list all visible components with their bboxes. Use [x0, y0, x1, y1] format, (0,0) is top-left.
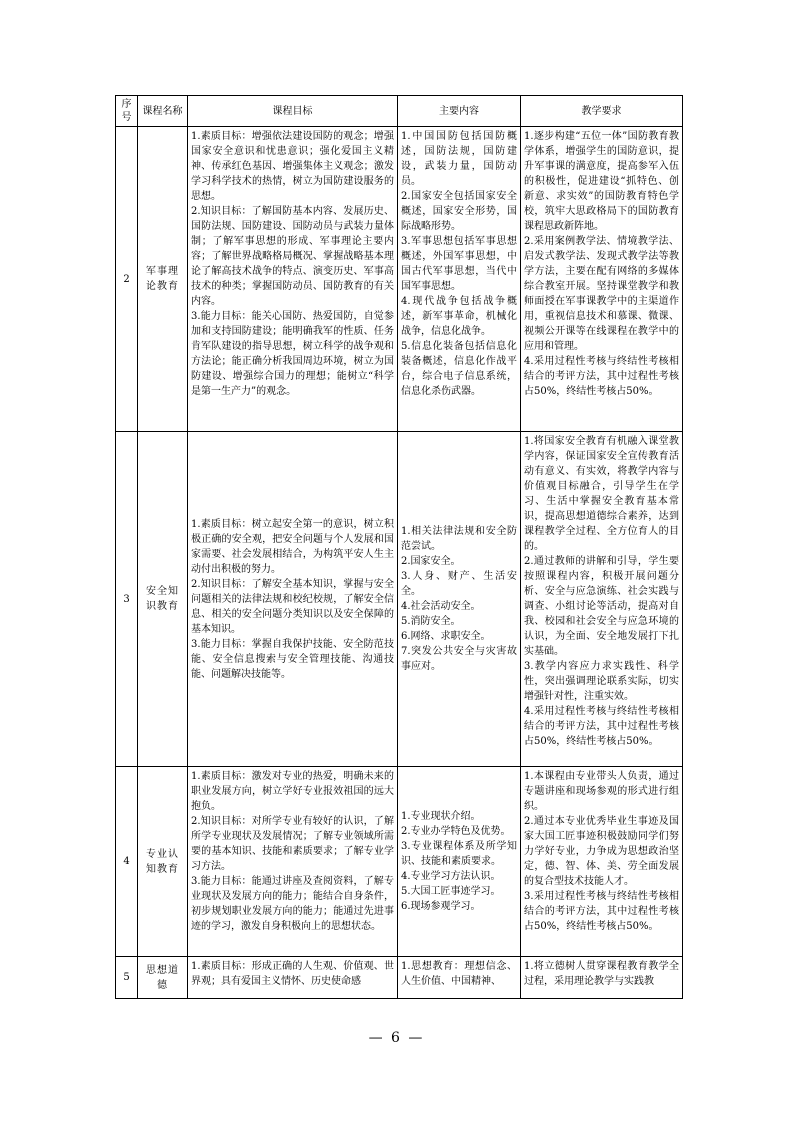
requirement-item: 1.逐步构建“五位一体”国防教育教学体系，增强学生的国防意识，提升军事课的满意度，提高参军入伍的积极性，促进建设“抓特色、创新意、求实效”的国防教育特色学校，筑牢大思政格局下的国防教育课程思政新阵地。 [524, 131, 679, 232]
content-item: 5.大国工匠事迹学习。 [401, 886, 501, 897]
row-goal-cell [188, 432, 398, 767]
goal-item: 1.素质目标：树立起安全第一的意识，树立积极正确的安全观，把安全问题与个人发展和国家需要、社会发展相结合，为构筑平安人生主动付出积极的努力。 [191, 518, 394, 575]
requirement-item: 3.教学内容应力求实践性、科学性，突出强调理论联系实际，切实增强针对性，注重实效。 [524, 661, 679, 702]
goal-item: 1.素质目标：形成正确的人生观、价值观、世界观；具有爱国主义情怀、历史使命感 [191, 961, 394, 987]
content-item: 4.专业学习方法认识。 [401, 871, 501, 882]
content-item: 3.人身、财产、生活安全。 [401, 571, 517, 597]
requirement-item: 2.采用案例教学法、情境教学法、启发式教学法、发现式教学法等教学方法，主要在配有网络的多媒体综合教室开展。坚持课堂教学和教师面授在军事课教学中的主渠道作用，重视信息技术和慕课、微课、视频公开课等在线课程在教学中的应用和管理。 [524, 236, 679, 352]
goal-item: 2.知识目标：了解国防基本内容、发展历史、国防法规、国防建设、国防动员与武装力量体制；了解军事思想的形成、军事理论主要内容；了解世界战略格局概况、掌握战略基本理论了解高技术战争的特点、演变历史、军事高技术的种类；掌握国防动员、国防教育的有关内容。 [191, 206, 394, 307]
content-item: 2.国家安全包括国家安全概述，国家安全形势，国际战略形势。 [401, 191, 517, 232]
table-row [116, 767, 683, 957]
row-requirement-cell [521, 127, 683, 432]
table-row [116, 957, 683, 999]
row-content-cell [398, 767, 521, 957]
content-item: 3.专业课程体系及所学知识、技能和素质要求。 [401, 841, 517, 867]
content-item: 1.专业现状介绍。 [401, 811, 481, 822]
table-row [116, 127, 683, 432]
header-seq: 序号 [116, 96, 138, 127]
row-goal-cell [188, 957, 398, 999]
row-course-name: 安全知识教育 [138, 432, 188, 767]
row-goal-cell [188, 127, 398, 432]
row-goal-cell [188, 767, 398, 957]
row-course-name: 军事理论教育 [138, 127, 188, 432]
content-item: 1.思想教育：理想信念、人生价值、中国精神、 [401, 961, 517, 987]
row-seq: 3 [116, 432, 138, 767]
course-table [115, 95, 683, 999]
content-item: 2.国家安全。 [401, 556, 461, 567]
goal-item: 2.知识目标：了解安全基本知识，掌握与安全问题相关的法律法规和校纪校规，了解安全信息、相关的安全问题分类知识以及安全保障的基本知识。 [191, 578, 394, 635]
requirement-item: 4.采用过程性考核与终结性考核相结合的考评方法，其中过程性考核占50%，终结性考核占50%。 [524, 356, 679, 397]
row-seq: 5 [116, 957, 138, 999]
goal-item: 3.能力目标：能关心国防、热爱国防，自觉参加和支持国防建设；能明确我军的性质、任务肯军队建设的指导思想，树立科学的战争观和方法论；能正确分析我国周边环境，树立为国防建设、增强综合国力的理想；能树立“科学是第一生产力”的观念。 [191, 311, 394, 397]
requirement-item: 1.将立德树人贯穿课程教育教学全过程，采用理论教学与实践教 [524, 961, 679, 987]
table-header-row [116, 96, 683, 127]
content-item: 2.专业办学特色及优势。 [401, 826, 511, 837]
requirement-item: 1.本课程由专业带头人负责，通过专题讲座和现场参观的形式进行组织。 [524, 771, 679, 812]
goal-item: 3.能力目标：能通过讲座及查阅资料，了解专业现状及发展方向的能力；能结合自身条件，初步规划职业发展方向的能力；能通过先进事迹的学习，激发自身积极向上的思想状态。 [191, 876, 394, 932]
content-item: 4.社会活动安全。 [401, 601, 481, 612]
content-item: 6.网络、求职安全。 [401, 631, 491, 642]
content-item: 6.现场参观学习。 [401, 901, 481, 912]
header-course-name: 课程名称 [138, 96, 188, 127]
row-content-cell [398, 127, 521, 432]
header-content: 主要内容 [398, 96, 521, 127]
row-requirement-cell [521, 767, 683, 957]
row-course-name: 专业认知教育 [138, 767, 188, 957]
requirement-item: 1.将国家安全教育有机融入课堂教学内容，保证国家安全宣传教育活动有意义、有实效，将教学内容与价值观目标融合，引导学生在学习、生活中掌握安全教育基本常识，提高思想道德综合素养，达到课程教学全过程、全方位育人的目的。 [524, 436, 679, 552]
table-row [116, 432, 683, 767]
requirement-item: 2.通过教师的讲解和引导，学生要按照课程内容，积极开展问题分析、安全与应急演练、社会实践与调查、小组讨论等活动，提高对自我、校园和社会安全与应急环境的认识，为全面、安全地发展打下扎实基础。 [524, 556, 679, 657]
content-item: 1.相关法律法规和安全防范尝试。 [401, 526, 517, 552]
goal-item: 2.知识目标：对所学专业有较好的认识，了解所学专业现状及发展情况；了解专业领域所需要的基本知识、技能和素质要求；了解专业学习方法。 [191, 816, 394, 872]
requirement-item: 3.采用过程性考核与终结性考核相结合的考评方法，其中过程性考核占50%，终结性考核占50%。 [524, 891, 679, 932]
row-seq: 2 [116, 127, 138, 432]
row-content-cell [398, 957, 521, 999]
requirement-item: 2.通过本专业优秀毕业生事迹及国家大国工匠事迹积极鼓励同学们努力学好专业，力争成为思想政治坚定，德、智、体、美、劳全面发展的复合型技术技能人才。 [524, 816, 679, 887]
row-content-cell [398, 432, 521, 767]
content-item: 1.中国国防包括国防概述，国防法规，国防建设，武装力量，国防动员。 [401, 131, 517, 187]
row-course-name: 思想道德 [138, 957, 188, 999]
header-requirement: 教学要求 [521, 96, 683, 127]
goal-item: 1.素质目标：增强依法建设国防的观念；增强国家安全意识和忧患意识；强化爱国主义精神、传承红色基因、增强集体主义观念；激发学习科学技术的热情，树立为国防建设服务的思想。 [191, 131, 394, 202]
goal-item: 1.素质目标：激发对专业的热爱，明确未来的职业发展方向，树立学好专业报效祖国的远大抱负。 [191, 771, 394, 812]
content-item: 3.军事思想包括军事思想概述，外国军事思想，中国古代军事思想，当代中国军事思想。 [401, 236, 517, 292]
row-requirement-cell [521, 432, 683, 767]
document-page [115, 95, 682, 999]
page-number: — 6 — [368, 1030, 425, 1046]
content-item: 7.突发公共安全与灾害故事应对。 [401, 646, 517, 672]
row-requirement-cell [521, 957, 683, 999]
goal-item: 3.能力目标：掌握自我保护技能、安全防范技能、安全信息搜索与安全管理技能、沟通技能、问题解决技能等。 [191, 638, 394, 680]
content-item: 5.消防安全。 [401, 616, 461, 627]
row-seq: 4 [116, 767, 138, 957]
requirement-item: 4.采用过程性考核与终结性考核相结合的考评方法，其中过程性考核占50%，终结性考核占50%。 [524, 706, 679, 747]
content-item: 4.现代战争包括战争概述，新军事革命，机械化战争，信息化战争。 [401, 296, 517, 337]
content-item: 5.信息化装备包括信息化装备概述，信息化作战平台，综合电子信息系统，信息化杀伤武器。 [401, 341, 517, 397]
header-goal: 课程目标 [188, 96, 398, 127]
